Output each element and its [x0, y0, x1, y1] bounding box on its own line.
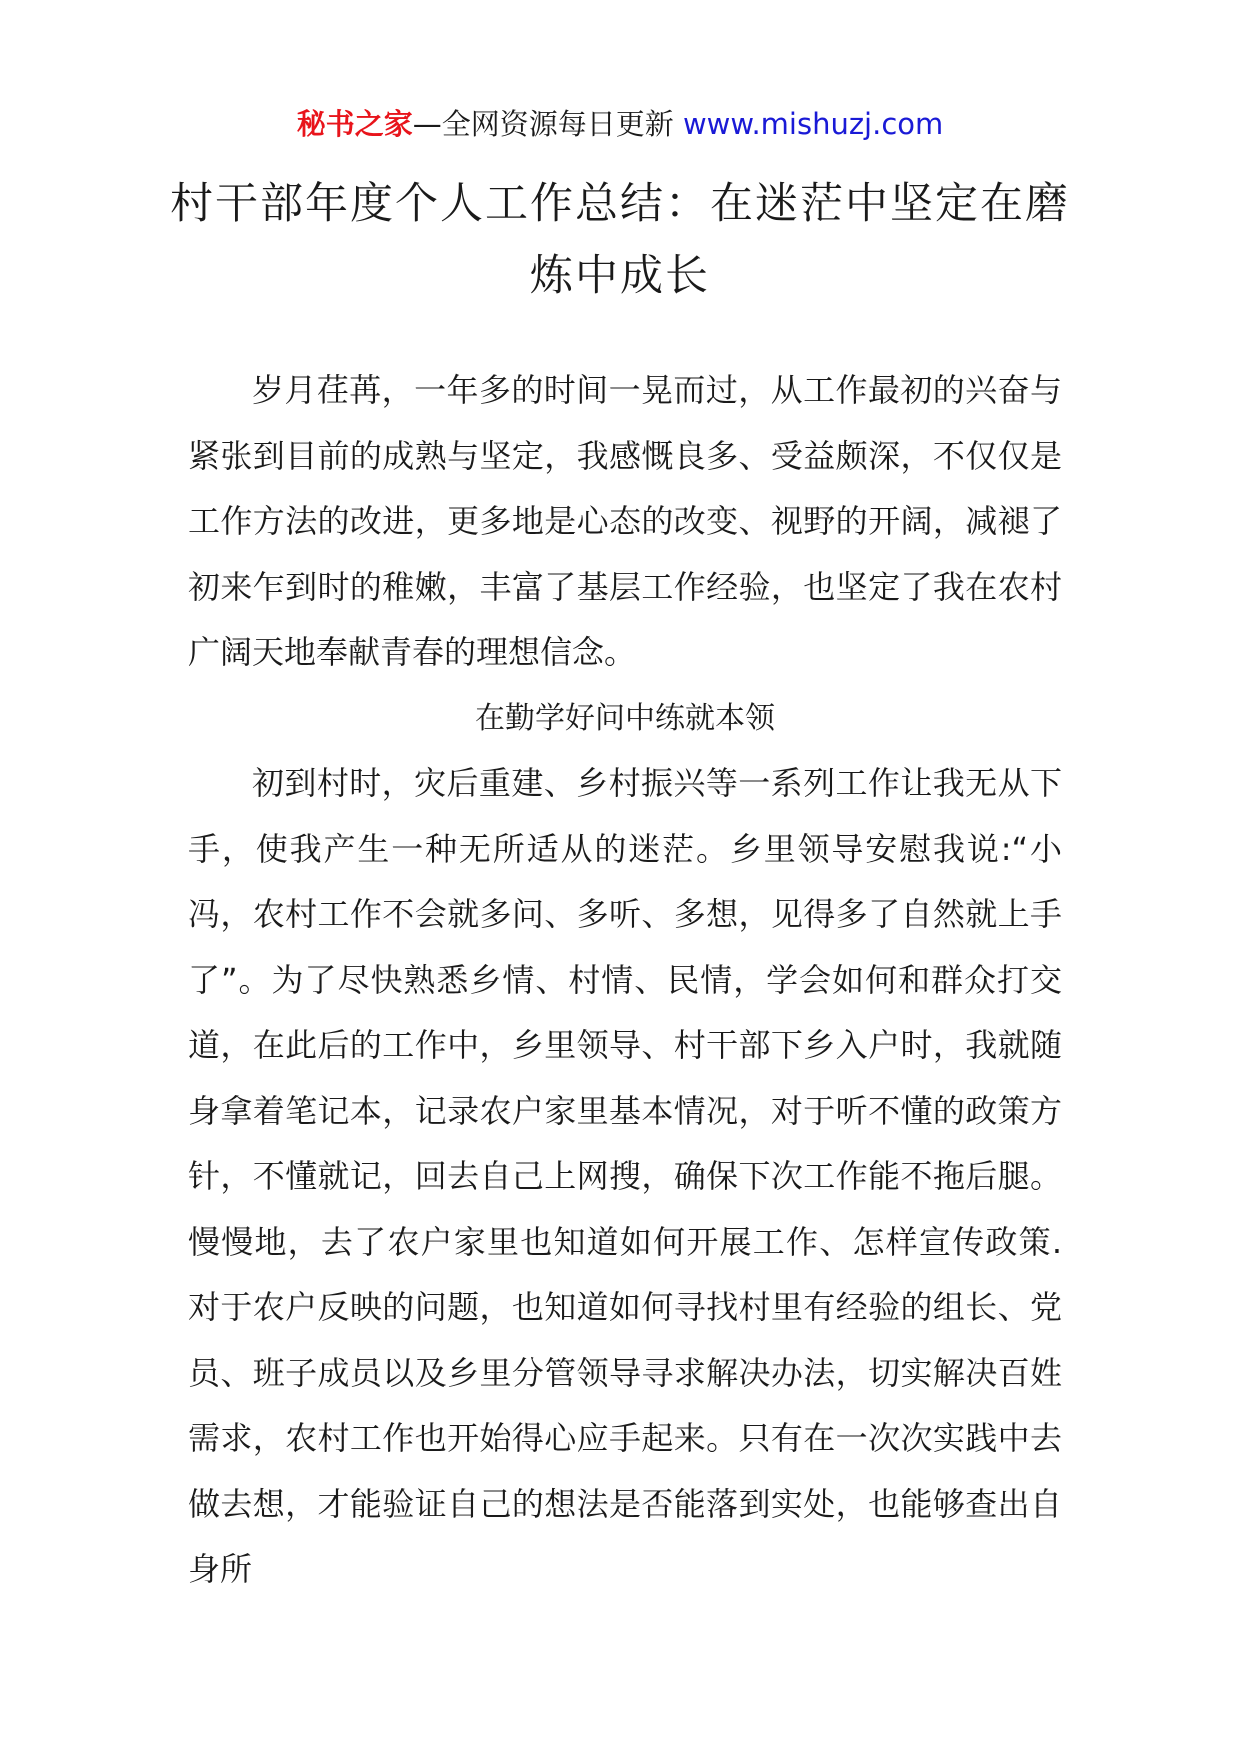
section-heading: 在勤学好问中练就本领 — [475, 700, 775, 736]
site-url-link[interactable]: www.mishuzj.com — [682, 107, 944, 141]
brand-name: 秘书之家 — [296, 107, 413, 141]
section-paragraph: 初到村时，灾后重建、乡村振兴等一系列工作让我无从下手，使我产生一种无所适从的迷茫。乡里领导安慰我说:“小冯，农村工作不会就多问、多听、多想，见得多了自然就上手了”。为了尽快熟悉乡情、村情、民情，学会如何和群众打交道，在此后的工作中，乡里领导、村干部下乡入户时，我就随身拿着笔记本，记录农户家里基本情况，对于听不懂的政策方针，不懂就记，回去自己上网搜，确保下次工作能不拖后腿。慢慢地，去了农户家里也知道如何开展工作、怎样宣传政策.对于农户反映的问题，也知道如何寻找村里有经验的组长、党员、班子成员以及乡里分管领导寻求解决办法，切实解决百姓需求，农村工作也开始得心应手起来。只有在一次次实践中去做去想，才能验证自己的想法是否能落到实处，也能够查出自身所 — [188, 764, 1062, 1588]
intro-paragraph: 岁月荏苒，一年多的时间一晃而过，从工作最初的兴奋与紧张到目前的成熟与坚定，我感慨良多、受益颇深，不仅仅是工作方法的改进，更多地是心态的改变、视野的开阔，减褪了初来乍到时的稚嫩，丰富了基层工作经验，也坚定了我在农村广阔天地奉献青春的理想信念。 — [188, 371, 1062, 671]
header-tagline: —全网资源每日更新 — [412, 107, 683, 141]
document-title: 村干部年度个人工作总结：在迷茫中坚定在磨炼中成长 — [170, 179, 1070, 301]
document-body — [188, 358, 1062, 1603]
site-header — [0, 104, 1240, 144]
